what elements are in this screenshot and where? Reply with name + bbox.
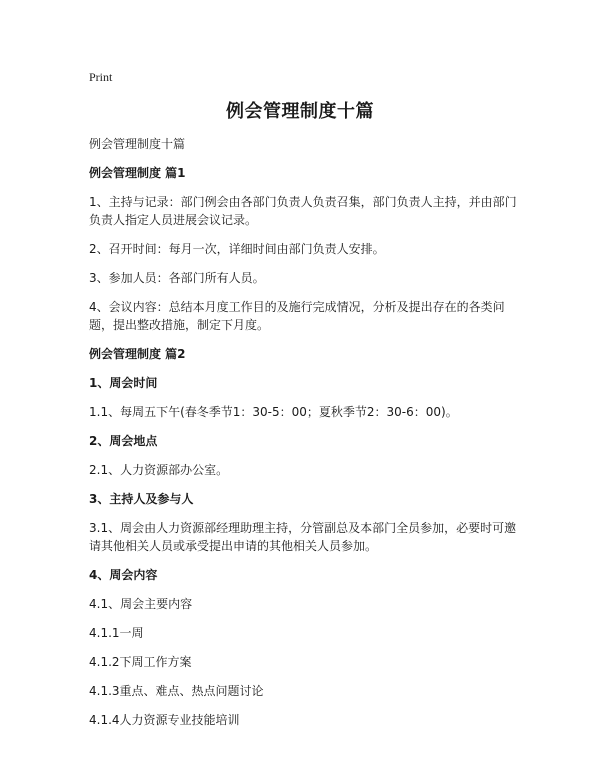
paragraph: 1、主持与记录：部门例会由各部门负责人负责召集，部门负责人主持，并由部门负责人指定人员进展会议记录。 <box>89 195 517 227</box>
subheading: 2、周会地点 <box>89 434 158 448</box>
subheading: 4、周会内容 <box>89 568 158 582</box>
paragraph: 4、会议内容：总结本月度工作目的及施行完成情况，分析及提出存在的各类问题，提出整改措施，制定下月度。 <box>89 300 505 332</box>
paragraph: 4.1.1一周 <box>89 626 144 640</box>
section-heading-2: 例会管理制度 篇2 <box>89 347 186 361</box>
subheading: 1、周会时间 <box>89 376 158 390</box>
paragraph: 3.1、周会由人力资源部经理助理主持，分管副总及本部门全员参加，必要时可邀请其他相关人员或承受提出申请的其他相关人员参加。 <box>89 521 517 553</box>
document-subtitle: 例会管理制度十篇 <box>89 137 186 151</box>
document-content <box>89 135 519 740</box>
document-title: 例会管理制度十篇 <box>226 101 374 122</box>
paragraph: 4.1.3重点、难点、热点问题讨论 <box>89 684 264 698</box>
paragraph: 2.1、人力资源部办公室。 <box>89 463 229 477</box>
paragraph: 3、参加人员：各部门所有人员。 <box>89 271 265 285</box>
print-label: Print <box>89 70 113 84</box>
paragraph: 1.1、每周五下午(春冬季节1：30-5：00；夏秋季节2：30-6：00)。 <box>89 405 458 419</box>
subheading: 3、主持人及参与人 <box>89 492 194 506</box>
paragraph: 4.1.2下周工作方案 <box>89 655 192 669</box>
paragraph: 4.1、周会主要内容 <box>89 597 193 611</box>
paragraph: 4.1.4人力资源专业技能培训 <box>89 713 240 727</box>
paragraph: 2、召开时间：每月一次，详细时间由部门负责人安排。 <box>89 242 385 256</box>
section-heading-1: 例会管理制度 篇1 <box>89 166 186 180</box>
